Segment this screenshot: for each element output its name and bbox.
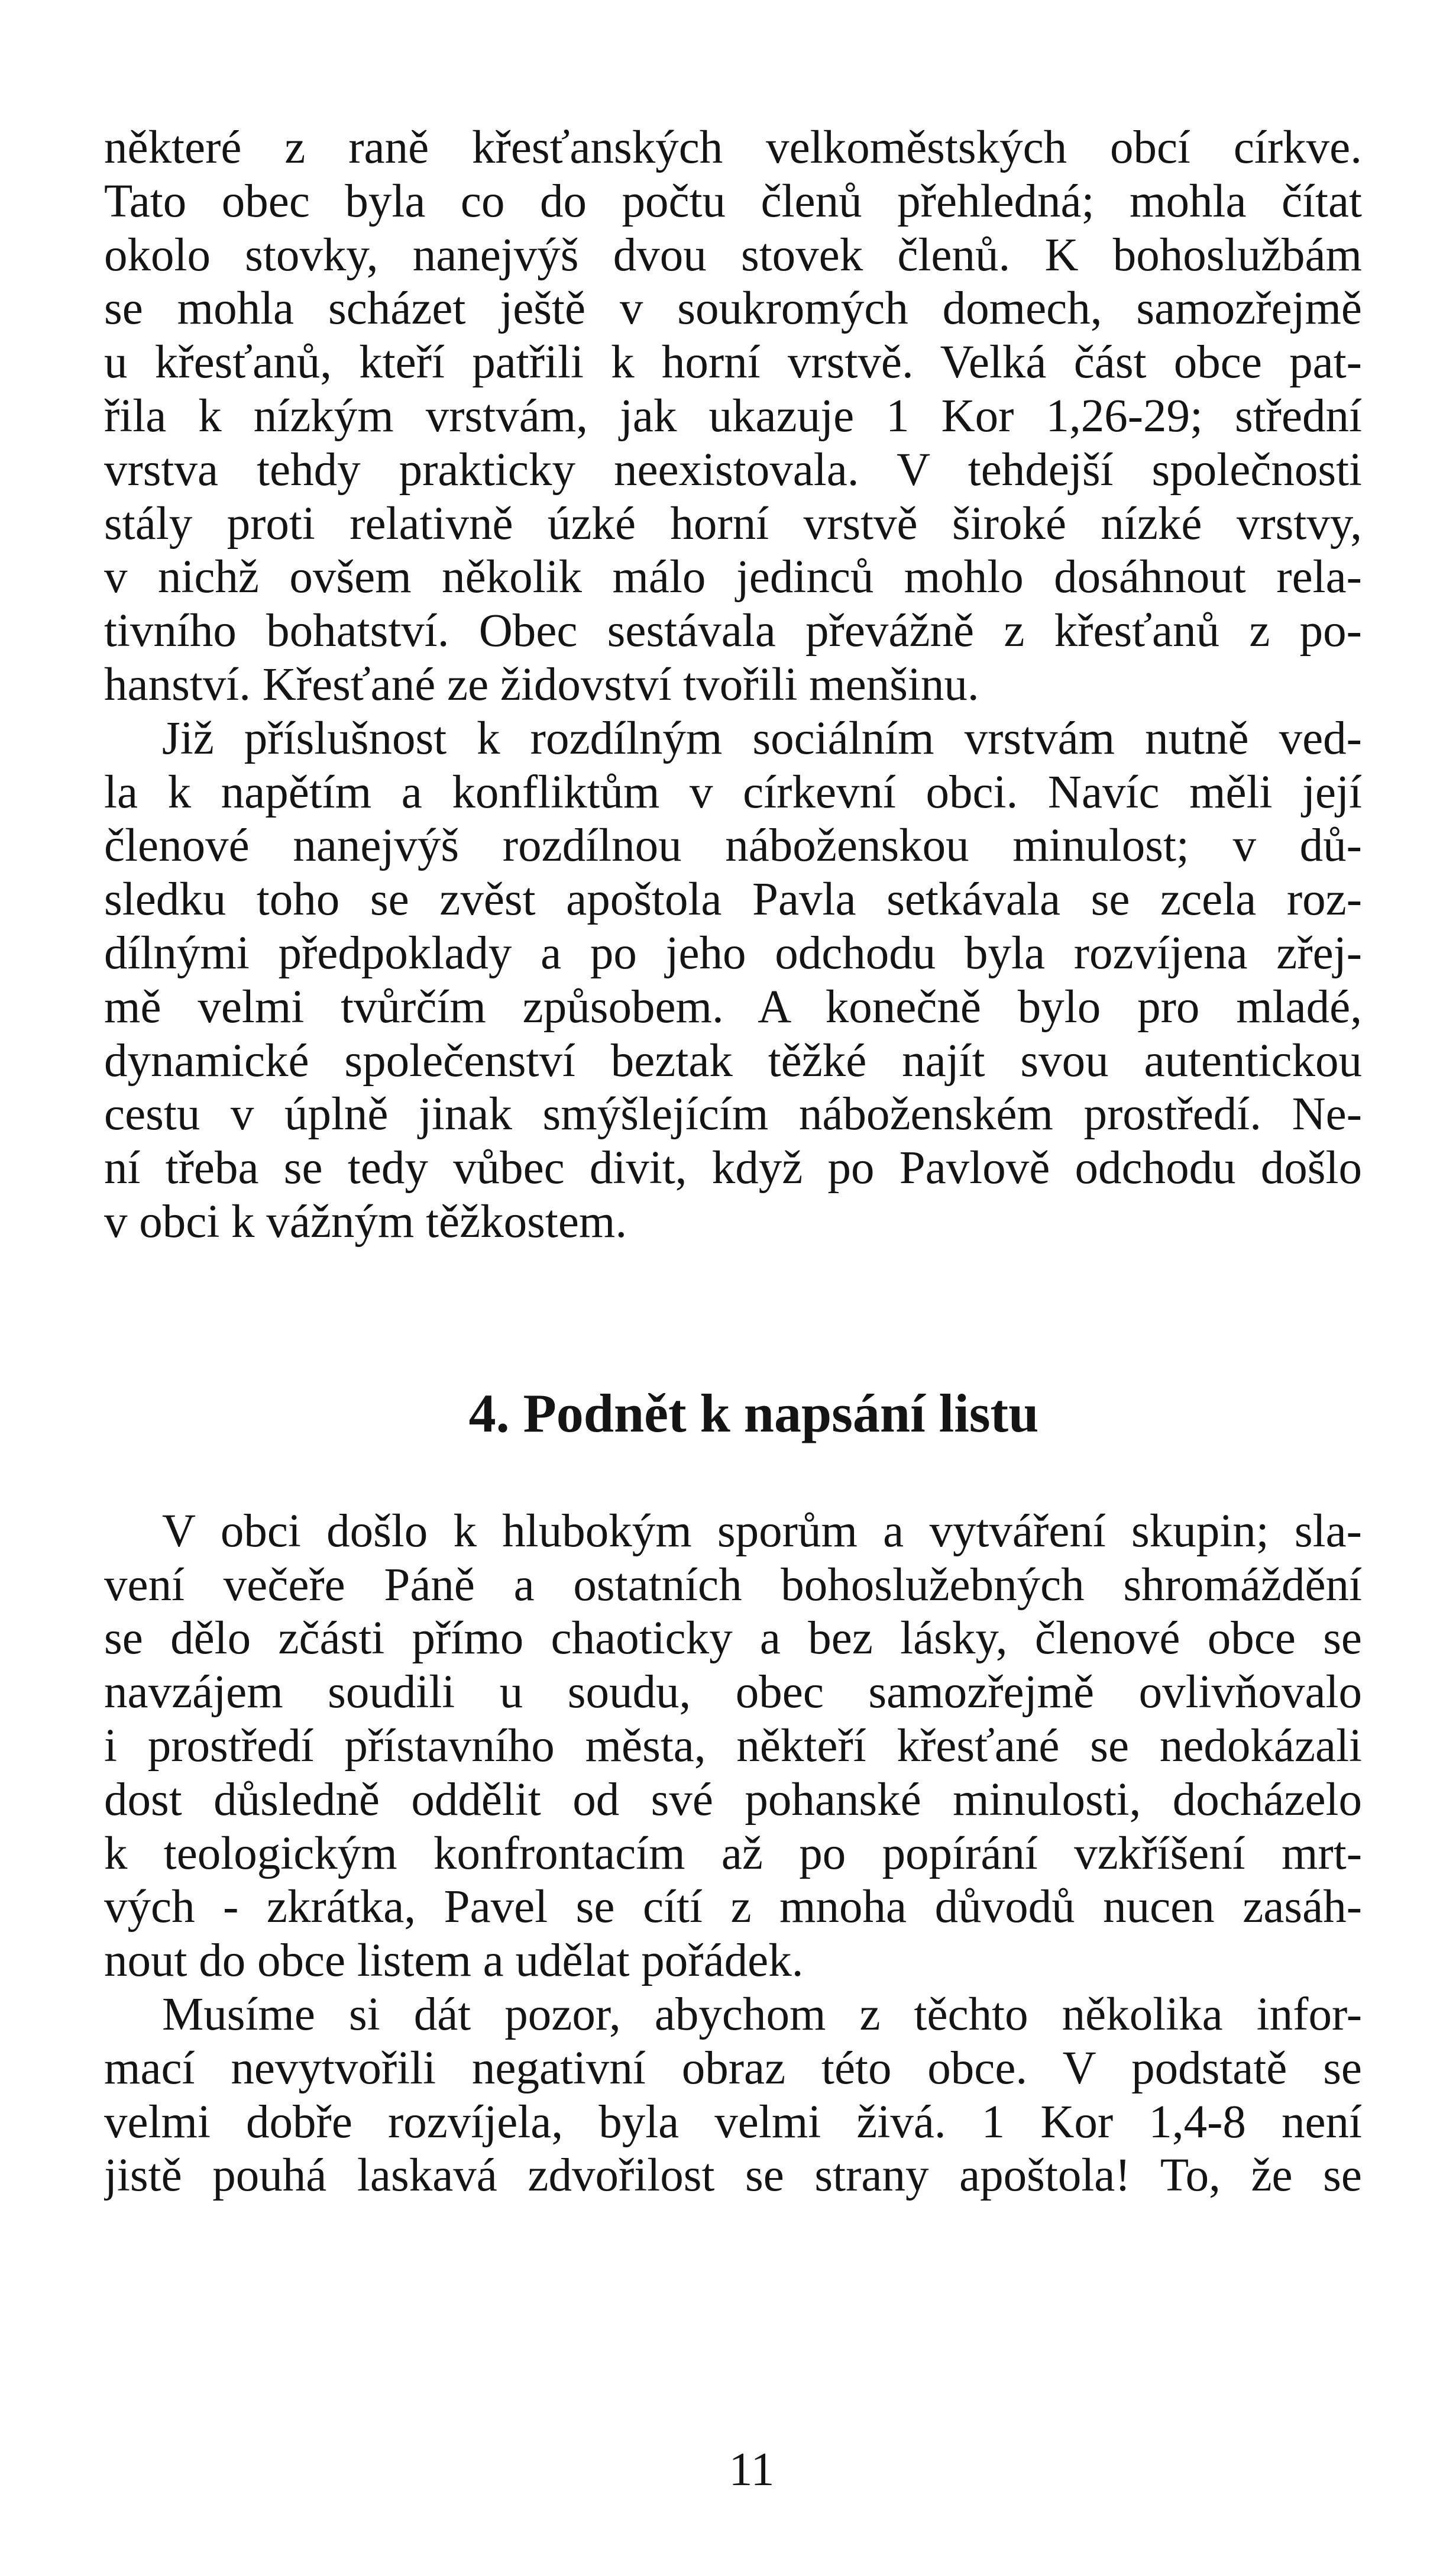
text-line: cestu v úplně jinak smýšlejícím náboženském prostředí. Ne- — [104, 1088, 1362, 1141]
text-line: ní třeba se tedy vůbec divit, když po Pavlově odchodu došlo — [104, 1142, 1362, 1194]
paragraph-4 — [104, 1988, 1362, 2203]
text-line: dílnými předpoklady a po jeho odchodu byla rozvíjena zřej- — [104, 927, 1362, 979]
section-heading: 4. Podnět k napsání listu — [468, 1382, 1039, 1443]
text-line: Tato obec byla co do počtu členů přehledná; mohla čítat — [104, 175, 1362, 227]
text-line: Již příslušnost k rozdílným sociálním vrstvám nutně ved- — [162, 712, 1362, 764]
page-body — [104, 121, 1362, 2203]
paragraph-2 — [104, 712, 1362, 1249]
text-line: vých - zkrátka, Pavel se cítí z mnoha důvodů nucen zasáh- — [104, 1881, 1362, 1933]
text-line: dynamické společenství beztak těžké najít svou autentickou — [104, 1035, 1362, 1087]
page-number: 11 — [729, 2444, 775, 2496]
text-line: vení večeře Páně a ostatních bohoslužebných shromáždění — [104, 1559, 1362, 1611]
text-line: nout do obce listem a udělat pořádek. — [104, 1935, 804, 1987]
text-line: stály proti relativně úzké horní vrstvě široké nízké vrstvy, — [104, 497, 1362, 550]
text-line: velmi dobře rozvíjela, byla velmi živá. 1 Kor 1,4-8 není — [104, 2096, 1362, 2148]
text-line: se dělo zčásti přímo chaoticky a bez lásky, členové obce se — [104, 1613, 1362, 1665]
text-line: v nichž ovšem několik málo jedinců mohlo dosáhnout rela- — [104, 551, 1362, 603]
text-line: u křesťanů, kteří patřili k horní vrstvě. Velká část obce pat- — [104, 337, 1362, 389]
text-line: navzájem soudili u soudu, obec samozřejmě ovlivňovalo — [104, 1666, 1362, 1718]
text-line: některé z raně křesťanských velkoměstských obcí církve. — [104, 122, 1362, 173]
spacer — [104, 1249, 1362, 1381]
text-line: okolo stovky, nanejvýš dvou stovek členů. K bohoslužbám — [104, 229, 1362, 281]
text-line: členové nanejvýš rozdílnou náboženskou minulost; v dů- — [104, 820, 1362, 872]
paragraph-3 — [104, 1505, 1362, 1988]
text-line: sledku toho se zvěst apoštola Pavla setkávala se zcela roz- — [104, 874, 1362, 926]
text-line: dost důsledně oddělit od své pohanské minulosti, docházelo — [104, 1773, 1362, 1826]
text-line: v obci k vážným těžkostem. — [104, 1196, 627, 1248]
text-line: tivního bohatství. Obec sestávala převážně z křesťanů z po- — [104, 605, 1362, 657]
text-line: vrstva tehdy prakticky neexistovala. V tehdejší společnosti — [104, 444, 1362, 496]
text-line: mě velmi tvůrčím způsobem. A konečně bylo pro mladé, — [104, 981, 1362, 1033]
text-line: řila k nízkým vrstvám, jak ukazuje 1 Kor 1,26-29; střední — [104, 390, 1362, 442]
spacer — [104, 1446, 1362, 1505]
text-line: mací nevytvořili negativní obraz této obce. V podstatě se — [104, 2042, 1362, 2094]
text-line: k teologickým konfrontacím až po popírání vzkříšení mrt- — [104, 1827, 1362, 1879]
text-line: i prostředí přístavního města, někteří křesťané se nedokázali — [104, 1720, 1362, 1772]
text-line: jistě pouhá laskavá zdvořilost se strany apoštola! To, že se — [104, 2150, 1362, 2202]
text-line: Musíme si dát pozor, abychom z těchto několika infor- — [162, 1988, 1362, 2040]
text-line: se mohla scházet ještě v soukromých domech, samozřejmě — [104, 283, 1362, 335]
text-line: V obci došlo k hlubokým sporům a vytváření skupin; sla- — [162, 1505, 1362, 1557]
text-line: hanství. Křesťané ze židovství tvořili menšinu. — [104, 658, 979, 710]
paragraph-1 — [104, 121, 1362, 712]
text-line: la k napětím a konfliktům v církevní obci. Navíc měli její — [104, 766, 1362, 818]
